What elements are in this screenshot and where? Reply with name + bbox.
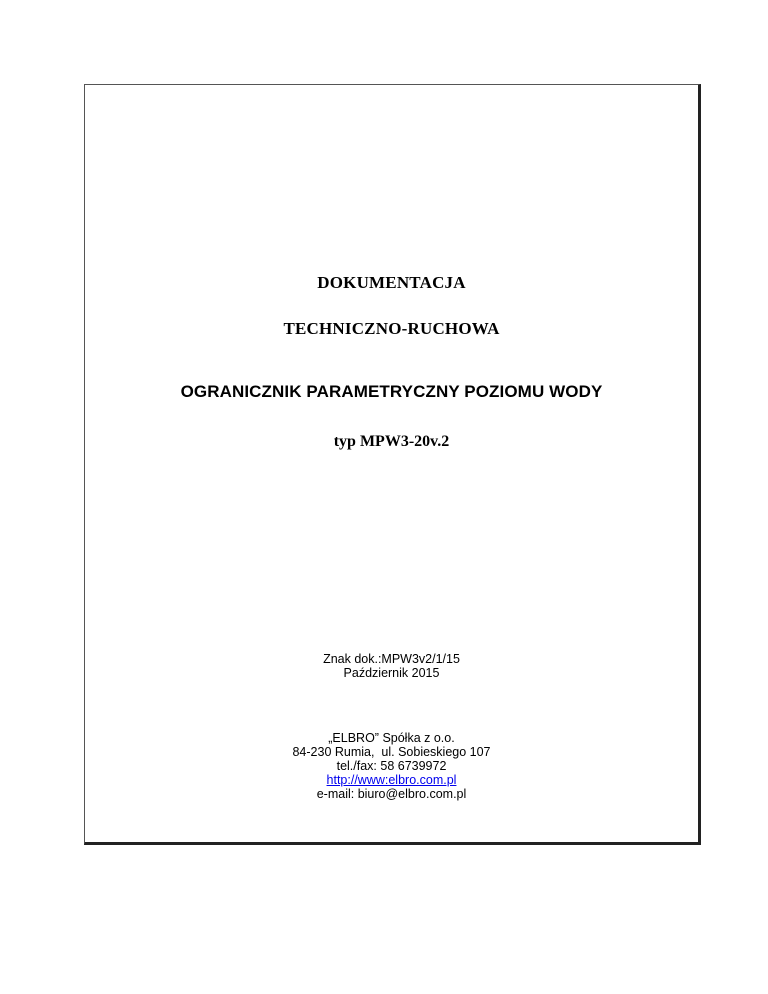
- company-website-link[interactable]: http://www:elbro.com.pl: [326, 773, 457, 787]
- document-date: Październik 2015: [343, 666, 440, 680]
- company-email: e-mail: biuro@elbro.com.pl: [316, 787, 467, 801]
- document-title-line2: TECHNICZNO-RUCHOWA: [283, 319, 500, 338]
- company-website-row: [85, 773, 698, 787]
- product-name: OGRANICZNIK PARAMETRYCZNY POZIOMU WODY: [180, 382, 603, 401]
- company-name: „ELBRO” Spółka z o.o.: [328, 731, 455, 745]
- document-mark: Znak dok.:MPW3v2/1/15: [323, 652, 460, 666]
- cover-page-frame: [84, 84, 701, 845]
- product-type: typ MPW3-20v.2: [333, 433, 450, 450]
- company-phone: tel./fax: 58 6739972: [336, 759, 447, 773]
- document-title-line1: DOKUMENTACJA: [317, 273, 466, 292]
- company-address: 84-230 Rumia, ul. Sobieskiego 107: [292, 745, 491, 759]
